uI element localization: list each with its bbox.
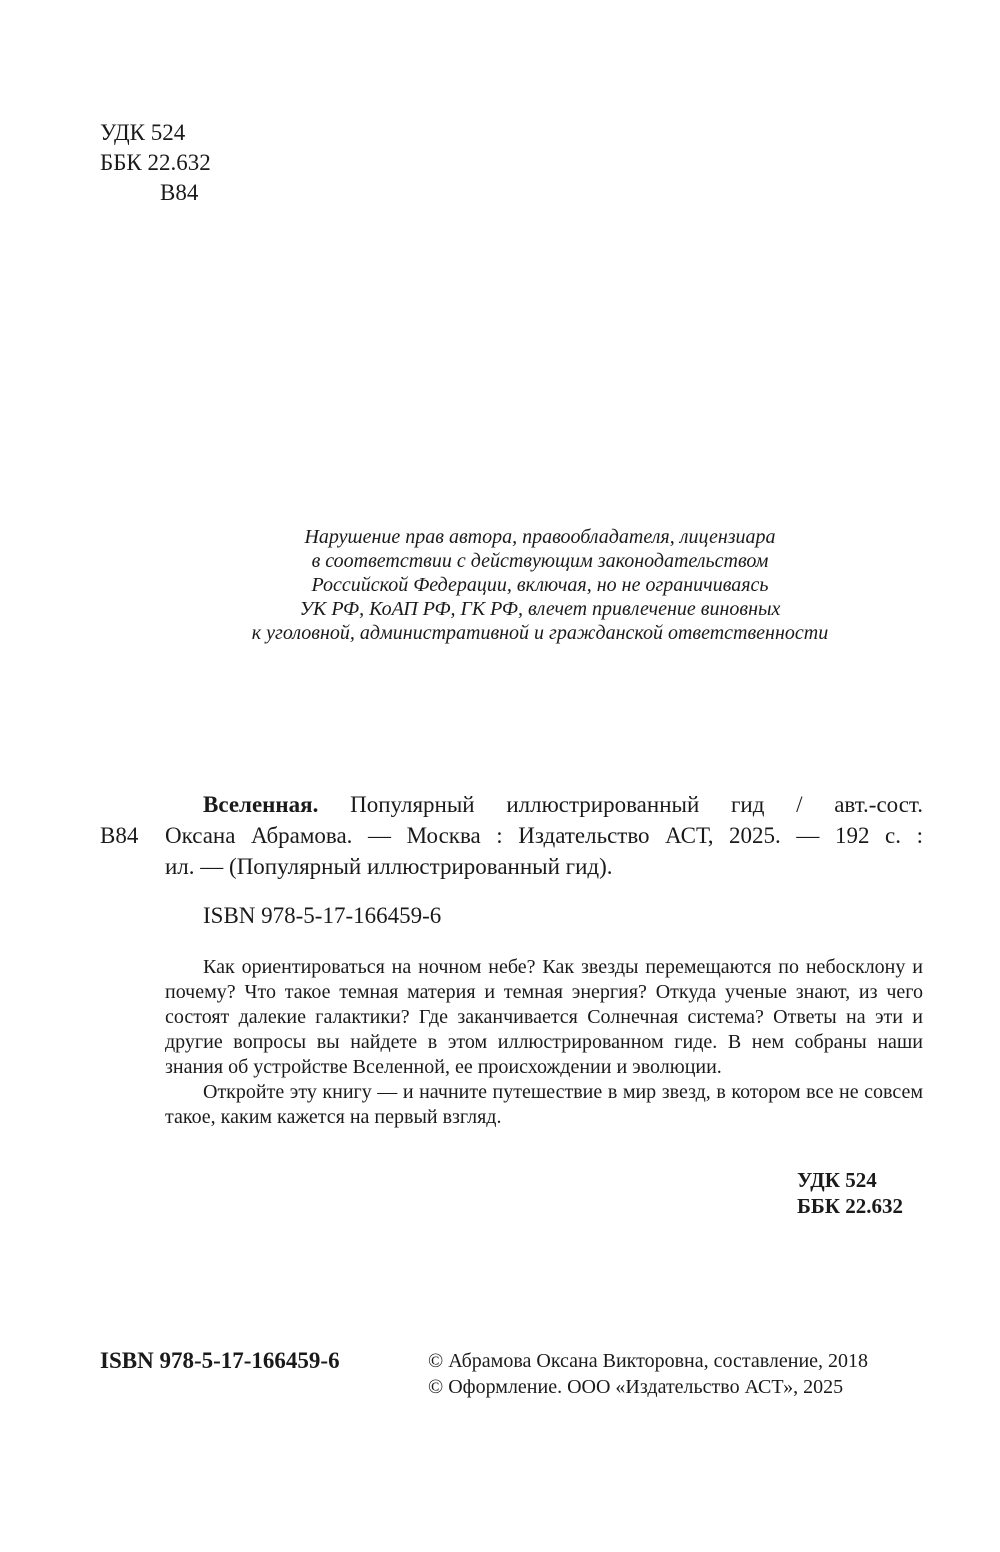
copyright-compiler: © Абрамова Оксана Викторовна, составление, 2018	[428, 1350, 869, 1372]
notice-line: УК РФ, КоАП РФ, ГК РФ, влечет привлечение виновных	[299, 598, 781, 620]
classification-top	[100, 118, 211, 208]
biblio-author-code: В84	[100, 823, 139, 848]
annotation-paragraph-1: Как ориентироваться на ночном небе? Как звезды перемещаются по небосклону и почему? Что такое темная материя и темная энергия? Откуда ученые знают, из чего состоят далекие галактики? Где заканчивается Солнечная система? Ответы на эти и другие вопросы вы найдете в этом иллюстрированном гиде. В нем собраны наши знания об устройстве Вселенной, ее происхождении и эволюции.	[165, 956, 923, 1078]
udk-code: УДК 524	[100, 120, 186, 145]
notice-line: к уголовной, административной и гражданской ответственности	[251, 622, 829, 644]
classification-bottom	[797, 1167, 903, 1219]
author-code: В84	[160, 180, 199, 205]
biblio-line-1-rest: Популярный иллюстрированный гид / авт.-сост.	[350, 792, 923, 817]
copyright-lines	[428, 1348, 868, 1400]
isbn-main: ISBN 978-5-17-166459-6	[203, 903, 442, 928]
bbk-code: ББК 22.632	[100, 150, 211, 175]
biblio-line-3: ил. — (Популярный иллюстрированный гид).	[165, 854, 613, 879]
bbk-code-bottom: ББК 22.632	[797, 1194, 903, 1218]
copyright-design: © Оформление. ООО «Издательство АСТ», 2025	[428, 1376, 844, 1398]
notice-line: Нарушение прав автора, правообладателя, лицензиара	[304, 526, 776, 548]
copyright-notice	[195, 525, 885, 645]
annotation-paragraph-2: Откройте эту книгу — и начните путешествие в мир звезд, в котором все не совсем такое, каким кажется на первый взгляд.	[165, 1081, 923, 1128]
notice-line: Российской Федерации, включая, но не ограничиваясь	[311, 574, 769, 596]
book-title: Вселенная.	[203, 792, 319, 817]
biblio-line-1	[165, 789, 923, 820]
biblio-line-2: Оксана Абрамова. — Москва : Издательство АСТ, 2025. — 192 с. :	[165, 823, 923, 848]
isbn-footer: ISBN 978-5-17-166459-6	[100, 1348, 340, 1373]
udk-code-bottom: УДК 524	[797, 1168, 877, 1192]
biblio-record	[165, 789, 923, 882]
notice-line: в соответствии с действующим законодательством	[311, 550, 769, 572]
annotation	[165, 955, 923, 1130]
